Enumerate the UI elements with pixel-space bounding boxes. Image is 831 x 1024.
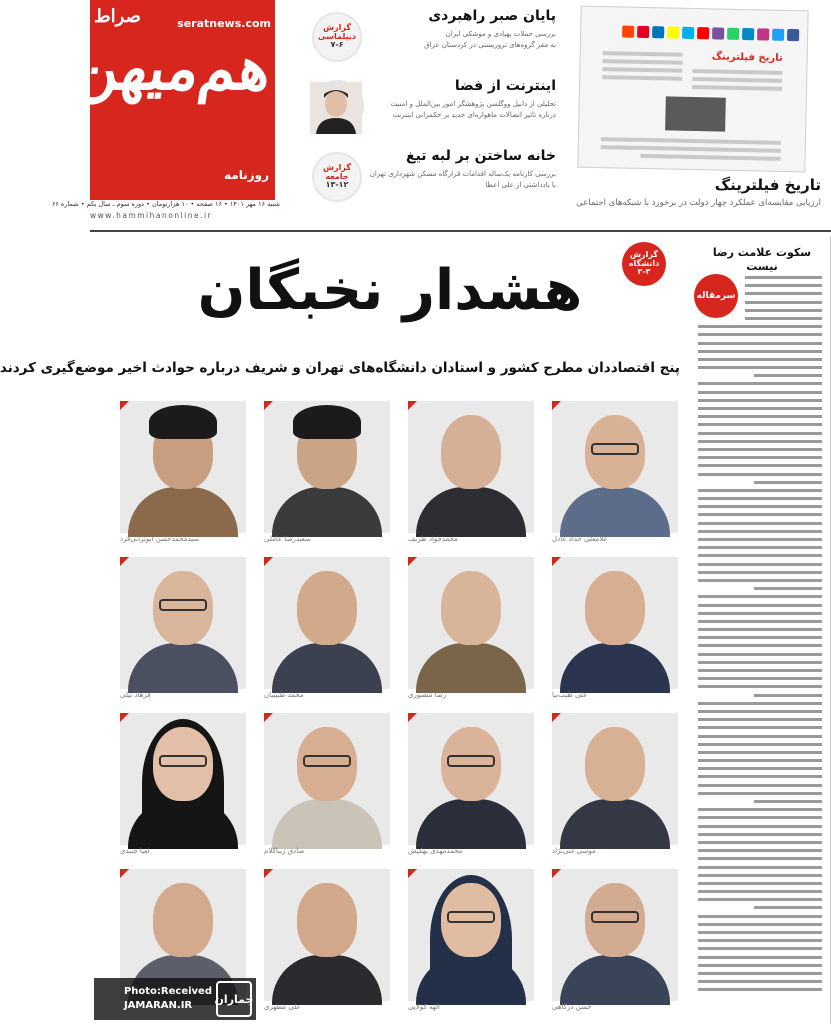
portrait-photo	[264, 869, 390, 1001]
editorial-text-line	[698, 726, 822, 729]
portrait-caption: موسی غنی‌نژاد	[552, 847, 596, 855]
editorial-text-line	[698, 669, 822, 672]
editorial-text-line	[754, 800, 822, 803]
facebook-icon	[787, 29, 799, 41]
portrait-body	[560, 799, 670, 849]
portrait-caption: حسن درگاهی	[552, 1003, 592, 1011]
editorial-text-line	[698, 636, 822, 639]
portrait-body	[128, 643, 238, 693]
portrait-card	[552, 401, 678, 551]
masthead	[70, 0, 276, 200]
section-badge-university: گزارش دانشگاه ۲-۳	[622, 242, 666, 286]
editorial-text-line	[698, 604, 822, 607]
portrait-photo	[120, 557, 246, 689]
twitter-icon	[772, 29, 784, 41]
editorial-text-line	[698, 808, 822, 811]
reddit-icon	[622, 26, 634, 38]
teaser-line: با یادداشتی از علی اعطا	[485, 181, 556, 189]
pinterest-icon	[637, 26, 649, 38]
portrait-card	[408, 713, 534, 863]
jamaran-logo: جماران	[216, 981, 252, 1017]
portrait-caption: لعیا جنیدی	[120, 847, 150, 855]
source-site-label: seratnews.com	[177, 17, 271, 30]
youtube-icon	[697, 27, 709, 39]
editorial-text-line	[698, 841, 822, 844]
promo-page-photo	[665, 96, 726, 131]
editorial-text-line	[698, 710, 822, 713]
glasses-shape	[159, 599, 207, 611]
portrait-body	[416, 799, 526, 849]
portrait-photo	[264, 557, 390, 689]
portrait-photo	[264, 401, 390, 533]
editorial-text-line	[698, 538, 822, 541]
portrait-photo	[408, 713, 534, 845]
portrait-body	[560, 487, 670, 537]
main-headline: هشدار نخبگان	[197, 258, 583, 323]
editorial-text-line	[698, 579, 822, 582]
editorial-text-line	[698, 751, 822, 754]
teaser-list	[288, 8, 556, 208]
teaser-title: پایان صبر راهبردی	[428, 8, 556, 24]
editorial-text-line	[698, 456, 822, 459]
portrait-card	[120, 713, 246, 863]
filtering-promo[interactable]	[563, 4, 825, 224]
editorial-text-line	[698, 497, 822, 500]
portrait-photo	[120, 713, 246, 845]
whatsapp-icon	[727, 28, 739, 40]
promo-page-title: تاریخ فیلترینگ	[711, 51, 783, 64]
portrait-caption: محمدمهدی بهکیش	[408, 847, 463, 855]
portrait-card	[552, 869, 678, 1019]
editorial-text-line	[698, 866, 822, 869]
portrait-head	[297, 883, 357, 957]
portrait-head	[585, 571, 645, 645]
editorial-text-line	[698, 653, 822, 656]
editorial-text-line	[698, 833, 822, 836]
portrait-card	[120, 557, 246, 707]
photo-credit-site: JAMARAN.IR	[123, 1000, 193, 1011]
glasses-shape	[447, 755, 495, 767]
portrait-head	[153, 883, 213, 957]
main-subheadline: پنج اقتصاددان مطرح کشور و استادان دانشگاه‌های تهران و شریف درباره حوادث اخیر موضع‌گیری کردند	[0, 360, 680, 376]
editorial-text-line	[698, 473, 822, 476]
editorial-text-line	[745, 284, 822, 287]
editorial-text-line	[698, 898, 822, 901]
editorial-text-line	[698, 513, 822, 516]
editorial-text-line	[698, 735, 822, 738]
editorial-text-line	[698, 382, 822, 385]
editorial-text-line	[698, 440, 822, 443]
portrait-card	[408, 401, 534, 551]
portrait-grid	[118, 401, 678, 1024]
portrait-caption: محمدجواد ظریف	[408, 535, 458, 543]
promo-page-thumbnail	[577, 6, 808, 173]
glasses-shape	[591, 911, 639, 923]
editorial-text-line	[698, 947, 822, 950]
photo-credit-watermark	[94, 978, 256, 1020]
editorial-text-line	[698, 718, 822, 721]
issue-date-line: شنبه ۱۶ مهر ۱۴۰۱ • ۱۶ صفحه • ۱۰ هزارتومان • دوره سوم ـ سال یکم • شماره ۶۶	[51, 200, 280, 208]
editorial-text-line	[698, 939, 822, 942]
editorial-tag: سرمقاله	[694, 274, 738, 318]
editorial-text-line	[698, 644, 822, 647]
editorial-title: سکوت علامت رضا نیست	[712, 246, 812, 274]
editorial-text-line	[698, 612, 822, 615]
main-story	[0, 236, 690, 1024]
promo-title: تاریخ فیلترینگ	[714, 176, 821, 194]
editorial-text-line	[698, 915, 822, 918]
glasses-shape	[591, 443, 639, 455]
editorial-text-line	[754, 906, 822, 909]
editorial-text-line	[698, 964, 822, 967]
editorial-text-line	[745, 317, 822, 320]
portrait-caption: سیدمحمدحسن ابوترابی‌فرد	[120, 535, 200, 543]
front-page-header	[51, 0, 831, 232]
editorial-text-line	[754, 374, 822, 377]
newspaper-logo-sub: روزنامه	[224, 168, 269, 182]
portrait-head	[441, 415, 501, 489]
instagram-icon	[757, 28, 769, 40]
editorial-text-line	[698, 358, 822, 361]
portrait-caption: علی مطهری	[264, 1003, 301, 1011]
teaser-item[interactable]	[288, 148, 556, 212]
portrait-photo	[408, 869, 534, 1001]
linkedin-icon	[652, 26, 664, 38]
editorial-text-line	[698, 923, 822, 926]
turban-shape	[149, 405, 217, 439]
header-divider	[90, 230, 831, 232]
editorial-text-line	[698, 325, 822, 328]
editorial-text-line	[698, 333, 822, 336]
snapchat-icon	[667, 26, 679, 38]
portrait-photo	[408, 557, 534, 689]
teaser-line: بررسی کارنامه یک‌ساله اقدامات قرارگاه مسکن شهرداری تهران	[369, 170, 556, 178]
glasses-shape	[447, 911, 495, 923]
editorial-text-line	[698, 702, 822, 705]
portrait-body	[560, 643, 670, 693]
editorial-text-line	[745, 301, 822, 304]
editorial-text-line	[698, 825, 822, 828]
editorial-text-line	[698, 448, 822, 451]
editorial-text-line	[698, 595, 822, 598]
editorial-body	[698, 276, 822, 997]
social-icons-strip	[599, 25, 799, 43]
newspaper-logo: هم‌میهن	[70, 34, 276, 104]
editorial-text-line	[698, 628, 822, 631]
editorial-text-line	[698, 988, 822, 991]
portrait-caption: غلامعلی حداد عادل	[552, 535, 608, 543]
editorial-text-line	[698, 423, 822, 426]
portrait-photo	[120, 401, 246, 533]
teaser-line: بررسی حملات پهپادی و موشکی ایران	[445, 30, 556, 38]
editorial-text-line	[698, 489, 822, 492]
editorial-text-line	[754, 694, 822, 697]
editorial-text-line	[698, 743, 822, 746]
skype-icon	[682, 27, 694, 39]
teaser-line: تحلیلی از دانیل ووگلسن پژوهشگر امور بین‌الملل و امنیت	[390, 100, 556, 108]
turban-shape	[293, 405, 361, 439]
editorial-text-line	[754, 587, 822, 590]
editorial-text-line	[698, 464, 822, 467]
editorial-text-line	[745, 309, 822, 312]
portrait-head	[585, 727, 645, 801]
portrait-card	[552, 557, 678, 707]
editorial-text-line	[698, 792, 822, 795]
editorial-text-line	[754, 481, 822, 484]
teaser-title: اینترنت از فضا	[454, 78, 556, 94]
portrait-body	[272, 487, 382, 537]
editorial-text-line	[698, 391, 822, 394]
portrait-body	[416, 487, 526, 537]
portrait-head	[297, 571, 357, 645]
glasses-shape	[303, 755, 351, 767]
editorial-text-line	[698, 849, 822, 852]
editorial-text-line	[698, 432, 822, 435]
section-badge: گزارش دیپلماسی ۷-۶	[312, 12, 362, 62]
editorial-text-line	[698, 505, 822, 508]
editorial-text-line	[745, 276, 822, 279]
editorial-text-line	[698, 563, 822, 566]
editorial-text-line	[745, 292, 822, 295]
portrait-body	[272, 799, 382, 849]
portrait-body	[560, 955, 670, 1005]
teaser-line: درباره تاثیر اتصالات ماهواره‌ای جدید بر حکمرانی اینترنت	[392, 111, 556, 119]
section-badge: گزارش جامعه ۱۳-۱۲	[312, 152, 362, 202]
portrait-caption: فرهاد نیلی	[120, 691, 151, 699]
teaser-line: به مقر گروه‌های تروریستی در کردستان عراق	[424, 41, 556, 49]
portrait-body	[272, 955, 382, 1005]
portrait-photo	[552, 713, 678, 845]
portrait-body	[128, 487, 238, 537]
glasses-shape	[159, 755, 207, 767]
portrait-caption: رضا منصوری	[408, 691, 447, 699]
portrait-caption: الهه کولایی	[408, 1003, 441, 1011]
portrait-card	[552, 713, 678, 863]
editorial-text-line	[698, 530, 822, 533]
portrait-photo	[408, 401, 534, 533]
editorial-text-line	[698, 399, 822, 402]
portrait-caption: صادق زیباکلام	[264, 847, 305, 855]
promo-summary: ارزیابی مقایسه‌ای عملکرد چهار دولت در برخورد با شبکه‌های اجتماعی	[576, 198, 821, 208]
editorial-text-line	[698, 522, 822, 525]
portrait-card	[264, 401, 390, 551]
editorial-text-line	[698, 972, 822, 975]
teaser-title: خانه ساختن بر لبه تیغ	[406, 148, 556, 164]
editorial-text-line	[698, 882, 822, 885]
editorial-text-line	[698, 759, 822, 762]
editorial-text-line	[698, 775, 822, 778]
teaser-item[interactable]	[288, 8, 556, 72]
portrait-card	[264, 557, 390, 707]
editorial-text-line	[698, 784, 822, 787]
teaser-item[interactable]	[288, 78, 556, 142]
portrait-card	[408, 557, 534, 707]
editorial-text-line	[698, 366, 822, 369]
portrait-card	[264, 713, 390, 863]
editorial-text-line	[698, 677, 822, 680]
source-logo-mark: صراط	[94, 6, 141, 27]
editorial-text-line	[698, 661, 822, 664]
portrait-card	[120, 401, 246, 551]
editorial-text-line	[698, 407, 822, 410]
editorial-text-line	[698, 415, 822, 418]
editorial-text-line	[698, 620, 822, 623]
editorial-text-line	[698, 874, 822, 877]
editorial-text-line	[698, 342, 822, 345]
editorial-text-line	[698, 554, 822, 557]
portrait-photo	[552, 557, 678, 689]
portrait-body	[416, 643, 526, 693]
editorial-text-line	[698, 931, 822, 934]
editorial-text-line	[698, 350, 822, 353]
portrait-card	[408, 869, 534, 1019]
teaser-portrait	[312, 80, 364, 132]
portrait-caption: سعیدرضا عاملی	[264, 535, 311, 543]
portrait-caption: محمد طبیبیان	[264, 691, 304, 699]
editorial-text-line	[698, 571, 822, 574]
editorial-text-line	[698, 857, 822, 860]
editorial-text-line	[698, 980, 822, 983]
editorial-text-line	[698, 890, 822, 893]
editorial-text-line	[698, 956, 822, 959]
editorial-column	[694, 236, 831, 1024]
telegram-icon	[742, 28, 754, 40]
photo-credit-line: Photo:Received	[123, 986, 212, 997]
portrait-photo	[552, 869, 678, 1001]
portrait-photo	[264, 713, 390, 845]
portrait-card	[264, 869, 390, 1019]
editorial-text-line	[698, 767, 822, 770]
viber-icon	[712, 27, 724, 39]
newspaper-website: www.hammihanonline.ir	[90, 211, 213, 220]
editorial-text-line	[698, 816, 822, 819]
portrait-head	[441, 571, 501, 645]
editorial-text-line	[698, 685, 822, 688]
portrait-caption: علی طیب‌نیا	[552, 691, 588, 699]
portrait-photo	[552, 401, 678, 533]
editorial-text-line	[698, 546, 822, 549]
portrait-body	[272, 643, 382, 693]
